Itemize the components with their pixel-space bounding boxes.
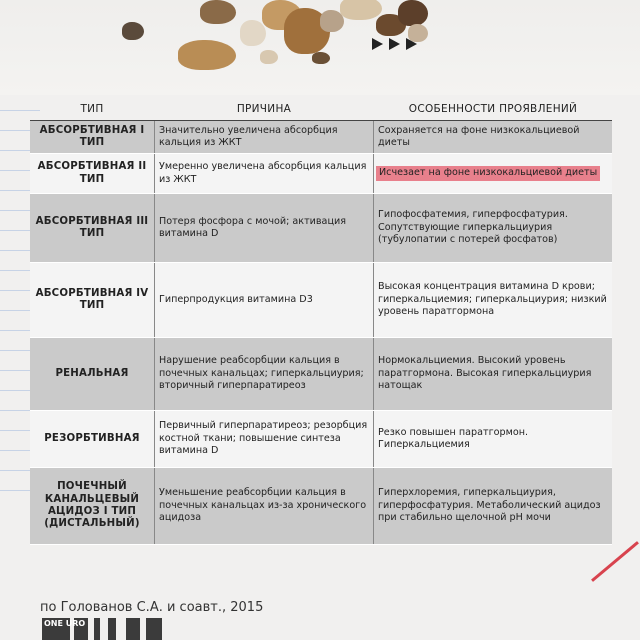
urolithiasis-types-table [30,98,612,545]
row-cause: Гиперпродукция витамина D3 [154,263,374,337]
table-row [30,194,612,263]
logo-text: ONE URO [44,619,86,628]
header-cause: ПРИЧИНА [236,103,292,115]
table-row [30,263,612,338]
row-cause: Первичный гиперпаратиреоз; резорбция костной ткани; повышение синтеза витамина D [154,411,374,467]
row-type: РЕЗОРБТИВНАЯ [44,432,140,444]
one-uro-logo [42,618,162,640]
table-header [30,98,612,120]
play-arrows [372,38,417,50]
highlighted-feature: Исчезает на фоне низкокальциевой диеты [376,166,600,180]
row-type: АБСОРБТИВНАЯ III ТИП [35,215,149,239]
table-row [30,338,612,411]
row-features: Резко повышен паратгормон. Гиперкальциемия [378,426,529,450]
decorative-red-line [591,541,639,582]
row-cause: Уменьшение реабсорбции кальция в почечных канальцах из-за хронического ацидоза [154,468,374,544]
row-type: ПОЧЕЧНЫЙ КАНАЛЬЦЕВЫЙ АЦИДОЗ I ТИП (ДИСТАЛЬНЫЙ) [44,481,140,530]
stones-photo [0,0,640,95]
row-type: АБСОРБТИВНАЯ IV ТИП [35,287,149,311]
row-features: Гиперхлоремия, гиперкальциурия, гиперфосфатурия. Метаболический ацидоз при стабильно щелочной pH мочи [378,487,601,524]
source-citation: по Голованов С.А. и соавт., 2015 [40,600,264,615]
row-cause: Умеренно увеличена абсорбция кальция из ЖКТ [154,154,374,193]
table-row [30,154,612,194]
table-row [30,121,612,154]
play-arrow-icon [389,38,400,50]
row-features: Гипофосфатемия, гиперфосфатурия. Сопутствующие гиперкальциурия (тубулопатии с потерей фосфатов) [378,209,568,246]
row-cause: Значительно увеличена абсорбция кальция из ЖКТ [154,121,374,153]
row-cause: Нарушение реабсорбции кальция в почечных канальцах; гиперкальциурия; вторичный гиперпаратиреоз [154,338,374,410]
row-type: АБСОРБТИВНАЯ II ТИП [37,161,147,185]
row-features: Нормокальциемия. Высокий уровень паратгормона. Высокая гиперкальциурия натощак [378,355,592,392]
row-type: РЕНАЛЬНАЯ [55,367,129,379]
header-features: ОСОБЕННОСТИ ПРОЯВЛЕНИЙ [408,103,578,115]
play-arrow-icon [372,38,383,50]
row-features: Высокая концентрация витамина D крови; гиперкальциемия; гиперкальциурия; низкий уровень паратгормона [378,281,607,318]
table-row [30,411,612,468]
header-type: ТИП [80,103,104,115]
row-cause: Потеря фосфора с мочой; активация витамина D [154,194,374,262]
play-arrow-icon [406,38,417,50]
row-features [374,154,612,193]
table-row [30,468,612,545]
row-features: Сохраняется на фоне низкокальциевой диеты [378,124,580,148]
row-type: АБСОРБТИВНАЯ I ТИП [39,124,145,148]
